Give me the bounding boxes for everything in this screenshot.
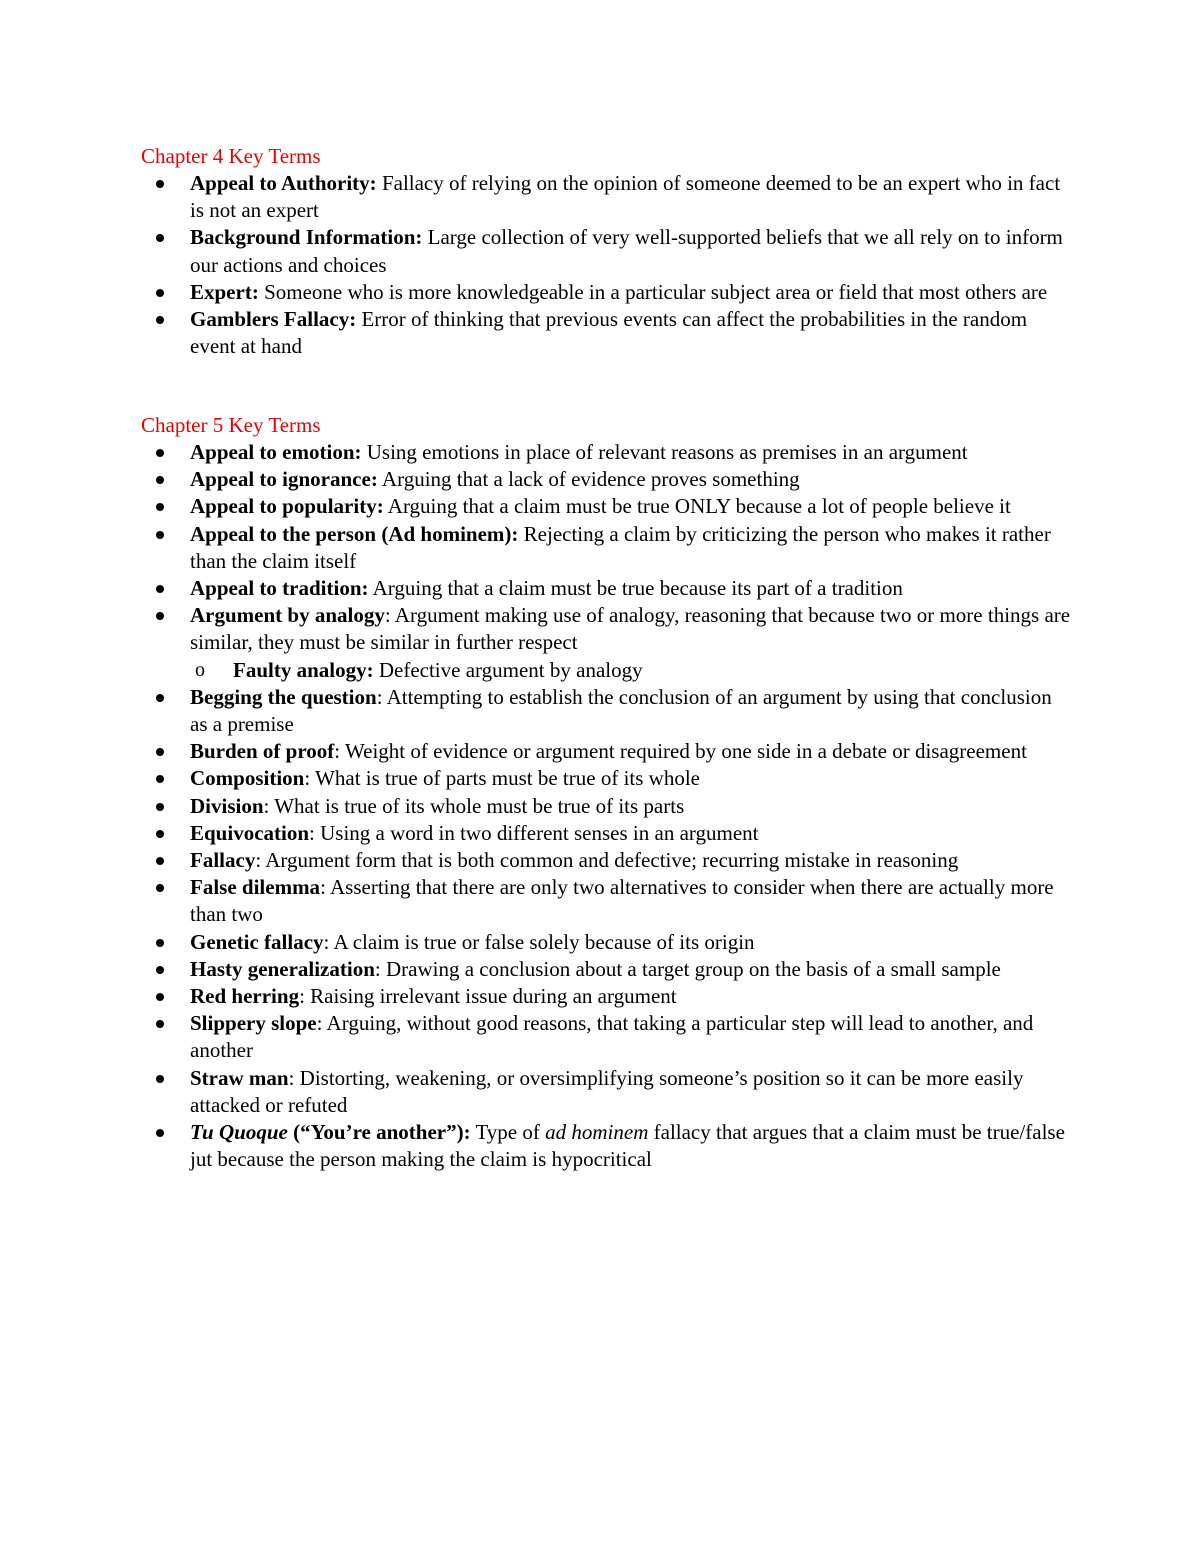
definition: fallacy that argues that a claim must be true/false jut because the person making the claim is hypocritical (190, 1120, 1065, 1172)
list-item (141, 929, 1071, 956)
definition: : What is true of parts must be true of its whole (304, 766, 700, 791)
bullet-icon (156, 748, 164, 756)
definition: : Argument form that is both common and defective; recurring mistake in reasoning (255, 848, 959, 873)
term: Appeal to the person (Ad hominem): (190, 521, 519, 546)
bullet-icon (156, 316, 164, 324)
list-item (141, 306, 1071, 360)
bullet-icon (156, 857, 164, 865)
bullet-icon (156, 476, 164, 484)
bullet-icon (156, 1020, 164, 1028)
term: Gamblers Fallacy: (190, 307, 357, 332)
definition: : What is true of its whole must be true of its parts (263, 793, 685, 818)
term: False dilemma (190, 875, 321, 900)
bullet-icon (156, 612, 164, 620)
term: Appeal to ignorance: (190, 467, 378, 492)
bullet-icon (156, 531, 164, 539)
list-item (141, 224, 1071, 278)
bullet-icon (156, 966, 164, 974)
bullet-icon (156, 585, 164, 593)
definition: Error of thinking that previous events can affect the probabilities in the random event at hand (190, 307, 1028, 359)
definition: Arguing that a claim must be true ONLY because a lot of people believe it (383, 494, 1011, 519)
bullet-icon (156, 1075, 164, 1083)
list-item (141, 847, 1071, 874)
list-item (141, 466, 1071, 493)
definition: Using emotions in place of relevant reasons as premises in an argument (361, 440, 968, 464)
sub-list (190, 657, 1071, 684)
definition: : Weight of evidence or argument required by one side in a debate or disagreement (334, 739, 1027, 764)
list-item (141, 1065, 1071, 1119)
list-item (141, 738, 1071, 765)
sub-list-item (141, 657, 1071, 684)
circle-bullet-icon: o (195, 658, 205, 681)
list-item (141, 874, 1071, 928)
definition: : A claim is true or false solely because of its origin (323, 929, 755, 954)
bullet-icon (156, 830, 164, 838)
definition: Someone who is more knowledgeable in a particular subject area or field that most others are (258, 279, 1048, 304)
chapter-5-heading: Chapter 5 Key Terms (141, 413, 321, 437)
term: Burden of proof (190, 739, 335, 764)
term: Fallacy (190, 848, 256, 873)
list-item (141, 602, 1071, 684)
list-item (141, 983, 1071, 1010)
list-item (141, 820, 1071, 847)
definition: Large collection of very well-supported beliefs that we all rely on to inform our actions and choices (190, 225, 1063, 277)
term: Division (190, 793, 264, 818)
term: Hasty generalization (190, 956, 375, 981)
definition: Fallacy of relying on the opinion of someone deemed to be an expert who in fact is not an expert (190, 171, 1061, 223)
chapter-4-heading: Chapter 4 Key Terms (141, 144, 321, 168)
list-item (141, 1010, 1071, 1064)
list-item (141, 1119, 1071, 1173)
definition: : Using a word in two different senses in an argument (309, 820, 759, 845)
list-item (141, 279, 1071, 306)
list-item (141, 956, 1071, 983)
chapter-4-section (141, 143, 1071, 360)
bullet-icon (156, 234, 164, 242)
chapter-5-section (141, 412, 1071, 1173)
term: (“You’re another”): (287, 1120, 471, 1145)
term: Expert: (190, 279, 259, 304)
term: Appeal to Authority: (190, 171, 377, 195)
bullet-icon (156, 289, 164, 297)
bullet-icon (156, 694, 164, 702)
term: Background Information: (190, 225, 423, 250)
term: Argument by analogy (190, 603, 385, 628)
definition: Rejecting a claim by criticizing the person who makes it rather than the claim itself (190, 521, 1051, 573)
definition: : Distorting, weakening, or oversimplifying someone’s position so it can be more easily attacked or refuted (190, 1065, 1024, 1117)
bullet-icon (156, 939, 164, 947)
definition: Arguing that a claim must be true because its part of a tradition (368, 576, 903, 601)
bullet-icon (156, 775, 164, 783)
bullet-icon (156, 884, 164, 892)
term: Appeal to emotion: (190, 440, 362, 464)
term: Composition (190, 766, 305, 791)
bullet-icon (156, 449, 164, 457)
list-item (141, 684, 1071, 738)
term: Genetic fallacy (190, 929, 324, 954)
definition: : Attempting to establish the conclusion of an argument by using that conclusion as a premise (190, 684, 1052, 737)
definition: Defective argument by analogy (373, 657, 643, 682)
definition: : Arguing, without good reasons, that taking a particular step will lead to another, and another (190, 1011, 1034, 1063)
list-item (141, 493, 1071, 520)
definition: Arguing that a lack of evidence proves something (377, 467, 800, 492)
definition: : Drawing a conclusion about a target group on the basis of a small sample (374, 956, 1001, 981)
bullet-icon (156, 993, 164, 1001)
bullet-icon (156, 803, 164, 811)
bullet-icon (156, 1129, 164, 1137)
term: Equivocation (190, 820, 310, 845)
list-item (141, 439, 1071, 466)
term: Straw man (190, 1065, 289, 1090)
list-item (141, 765, 1071, 792)
term: Appeal to tradition: (190, 576, 369, 601)
bullet-icon (156, 180, 164, 188)
definition-italic: ad hominem (545, 1120, 649, 1145)
term: Begging the question (190, 684, 377, 709)
term: Red herring (190, 984, 300, 1009)
definition: : Asserting that there are only two alternatives to consider when there are actually more than two (190, 875, 1054, 927)
definition: Type of (470, 1120, 546, 1145)
definition: : Argument making use of analogy, reasoning that because two or more things are similar, they must be similar in further respect (190, 603, 1071, 655)
term: Appeal to popularity: (190, 494, 384, 519)
definition: : Raising irrelevant issue during an argument (299, 984, 677, 1009)
term: Slippery slope (190, 1011, 317, 1036)
term-italic: Tu Quoque (190, 1120, 288, 1145)
term: Faulty analogy: (233, 657, 374, 682)
chapter-4-term-list (141, 170, 1071, 360)
list-item (141, 521, 1071, 575)
list-item (141, 793, 1071, 820)
bullet-icon (156, 503, 164, 511)
list-item (141, 575, 1071, 602)
chapter-5-term-list (141, 439, 1071, 1173)
list-item (141, 170, 1071, 224)
